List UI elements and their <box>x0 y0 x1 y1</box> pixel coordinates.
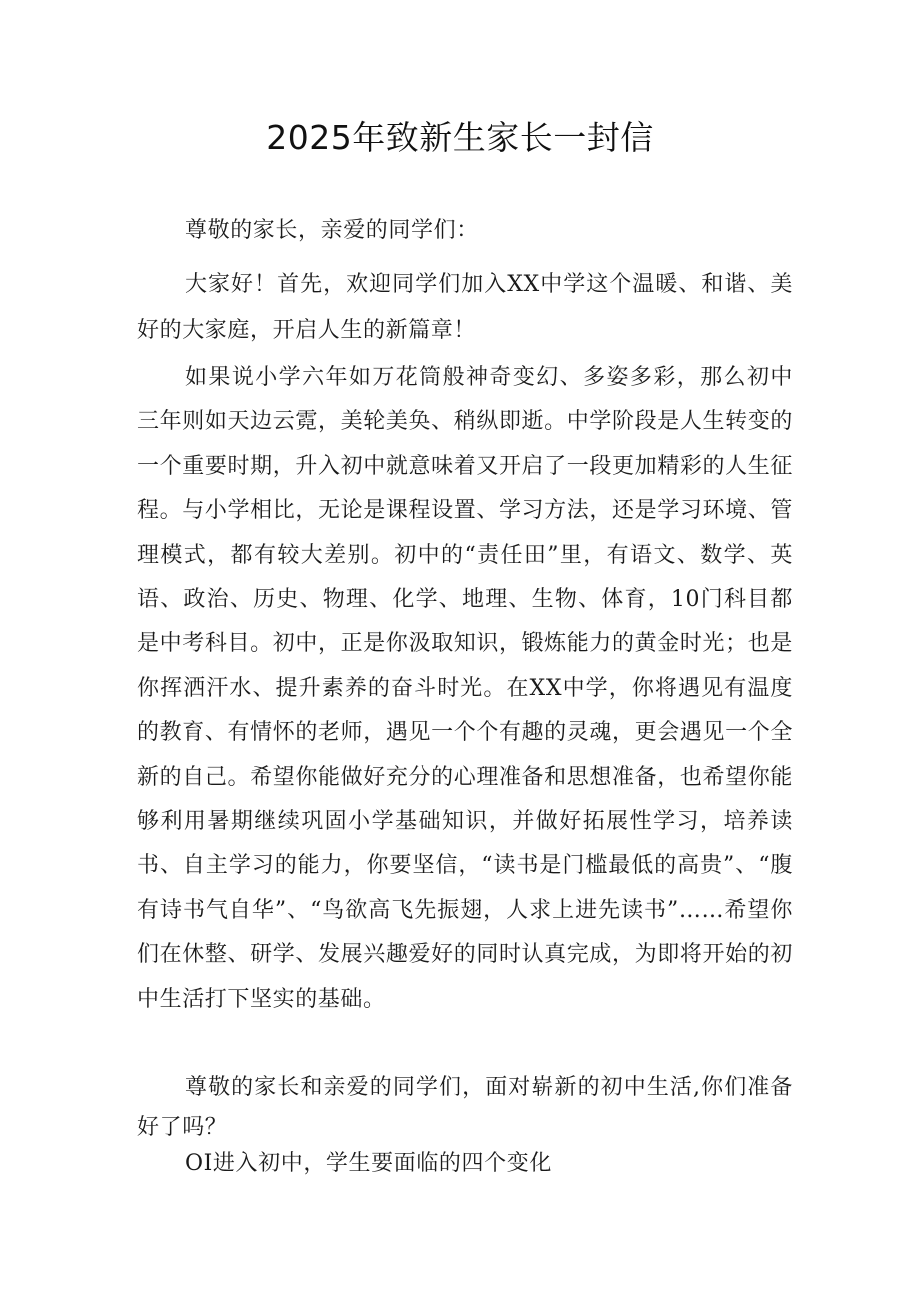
welcome-paragraph: 大家好！首先，欢迎同学们加入XX中学这个温暖、和谐、美好的大家庭，开启人生的新篇章！ <box>137 272 793 343</box>
greeting-paragraph: 尊敬的家长，亲爱的同学们： <box>185 218 479 243</box>
body-paragraph: 如果说小学六年如万花筒般神奇变幻、多姿多彩，那么初中三年则如天边云霓，美轮美奂、稍纵即逝。中学阶段是人生转变的一个重要时期，升入初中就意味着又开启了一段更加精彩的人生征程。与小学相比，无论是课程设置、学习方法，还是学习环境、管理模式，都有较大差别。初中的“责任田”里，有语文、数学、英语、政治、历史、物理、化学、地理、生物、体育，10门科目都是中考科目。初中，正是你汲取知识，锻炼能力的黄金时光；也是你挥洒汗水、提升素养的奋斗时光。在XX中学，你将遇见有温度的教育、有情怀的老师，遇见一个个有趣的灵魂，更会遇见一个全新的自己。希望你能做好充分的心理准备和思想准备，也希望你能够利用暑期继续巩固小学基础知识，并做好拓展性学习，培养读书、自主学习的能力，你要坚信，“读书是门槛最低的高贵”、“腹有诗书气自华”、“鸟欲高飞先振翅，人求上进先读书”……希望你们在休整、研学、发展兴趣爱好的同时认真完成，为即将开始的初中生活打下坚实的基础。 <box>137 365 793 1012</box>
section-heading: OI进入初中，学生要面临的四个变化 <box>185 1151 552 1176</box>
document-title: 2025年致新生家长一封信 <box>266 118 654 157</box>
closing-paragraph: 尊敬的家长和亲爱的同学们，面对崭新的初中生活,你们准备好了吗？ <box>137 1075 793 1140</box>
